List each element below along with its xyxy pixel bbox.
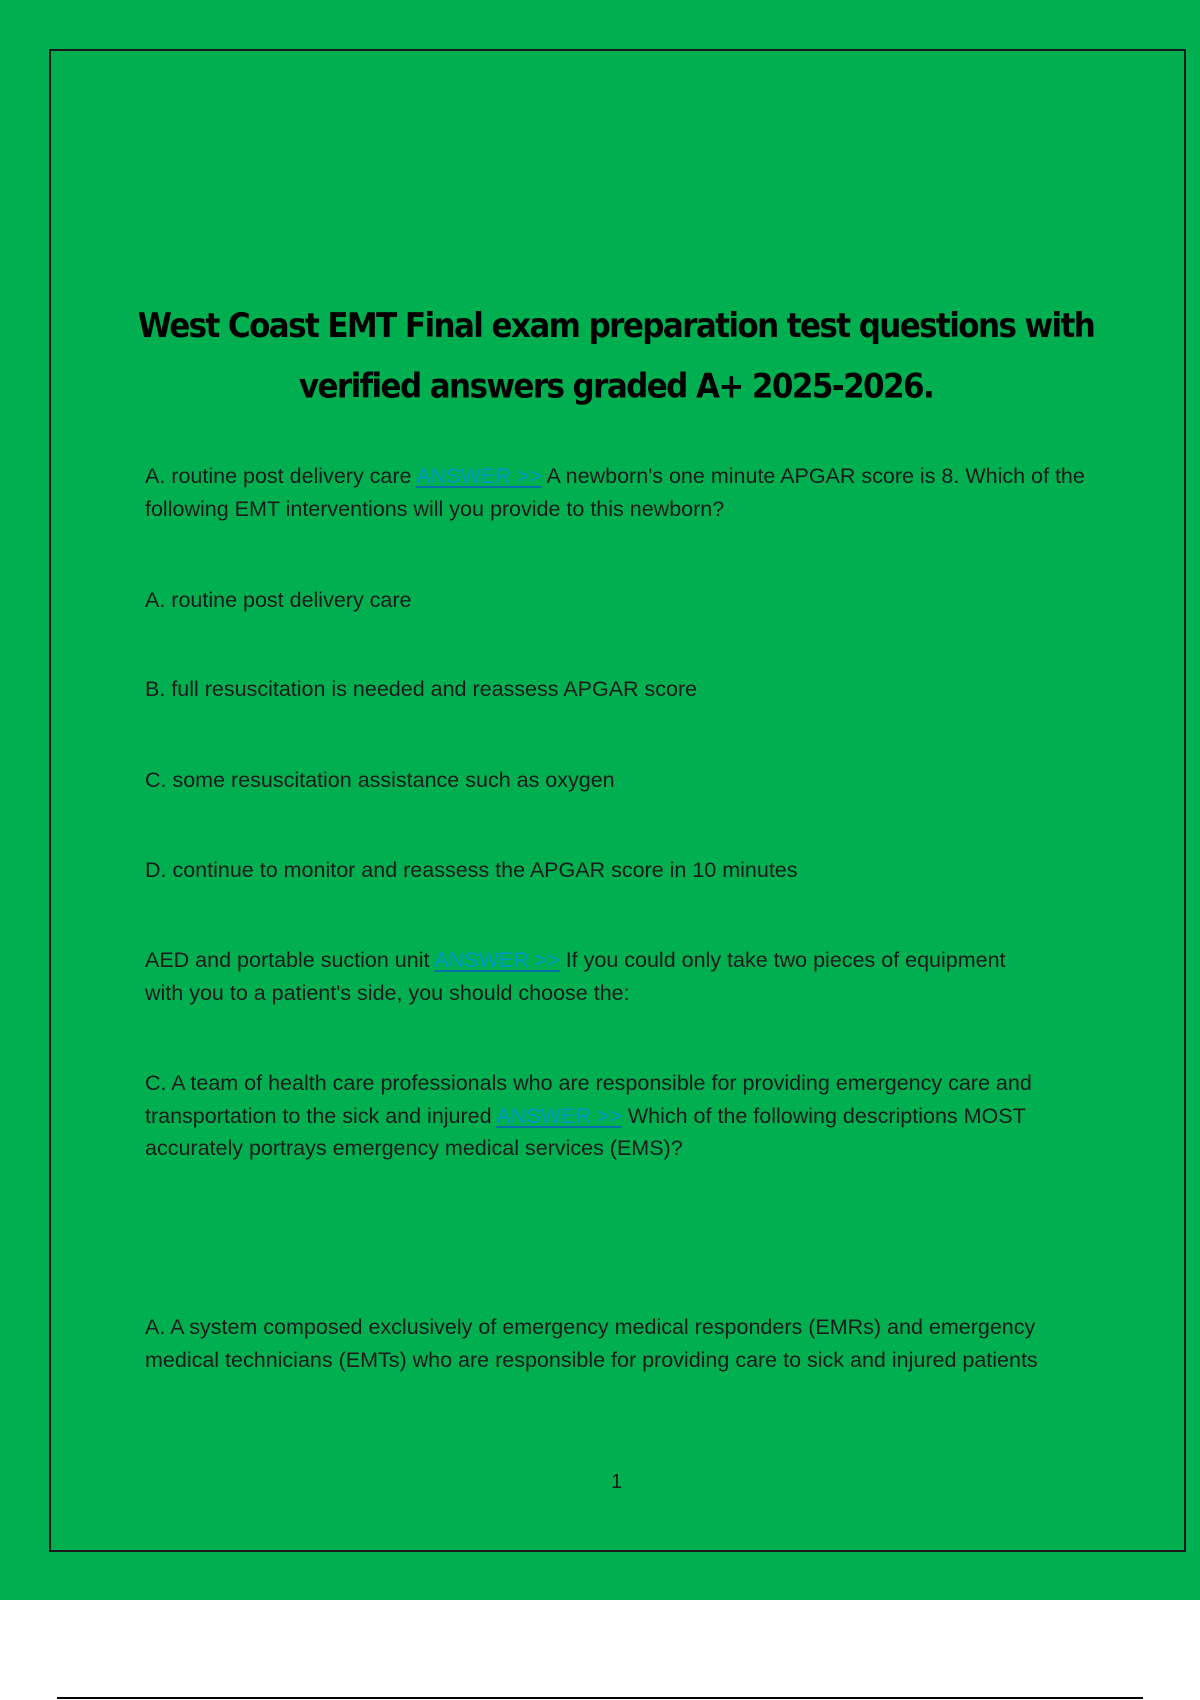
q2-answer-question-block (145, 944, 1045, 1009)
footer-rule (57, 1697, 1143, 1699)
q1-option-b: B. full resuscitation is needed and reassess APGAR score (145, 677, 698, 701)
q1-option-a: A. routine post delivery care (145, 588, 412, 612)
q2-question-text: If you could only take two pieces of equipment with you to a patient's side, you should choose the: (145, 948, 1006, 1005)
q1-option-c: C. some resuscitation assistance such as oxygen (145, 768, 615, 792)
q2-answer-link[interactable]: ANSWER >> (434, 948, 560, 972)
q3-question-text: Which of the following descriptions MOST accurately portrays emergency medical services (EMS)? (145, 1103, 1026, 1160)
q1-option-d: D. continue to monitor and reassess the APGAR score in 10 minutes (145, 858, 798, 882)
document-title: West Coast EMT Final exam preparation test questions with verified answers graded A+ 2025-2026. (137, 306, 1095, 407)
q1-answer-question-block (145, 460, 1095, 525)
q3-option-a: A. A system composed exclusively of emergency medical responders (EMRs) and emergency medical technicians (EMTs) who are responsible for providing care to sick and injured patients (145, 1315, 1038, 1372)
q1-answer-link[interactable]: ANSWER >> (416, 464, 542, 488)
q3-answer-link[interactable]: ANSWER >> (496, 1103, 622, 1128)
q1-question-text: A newborn's one minute APGAR score is 8. Which of the following EMT interventions will you provide to this newborn? (145, 464, 1085, 521)
q3-answer-question-block (145, 1067, 1075, 1165)
q3-answer-text: C. A team of health care professionals who are responsible for providing emergency care and transportation to the sick and injured (145, 1071, 1032, 1128)
page-number: 1 (610, 1471, 623, 1493)
q2-answer-text: AED and portable suction unit (145, 948, 430, 972)
q1-answer-text: A. routine post delivery care (145, 464, 412, 488)
